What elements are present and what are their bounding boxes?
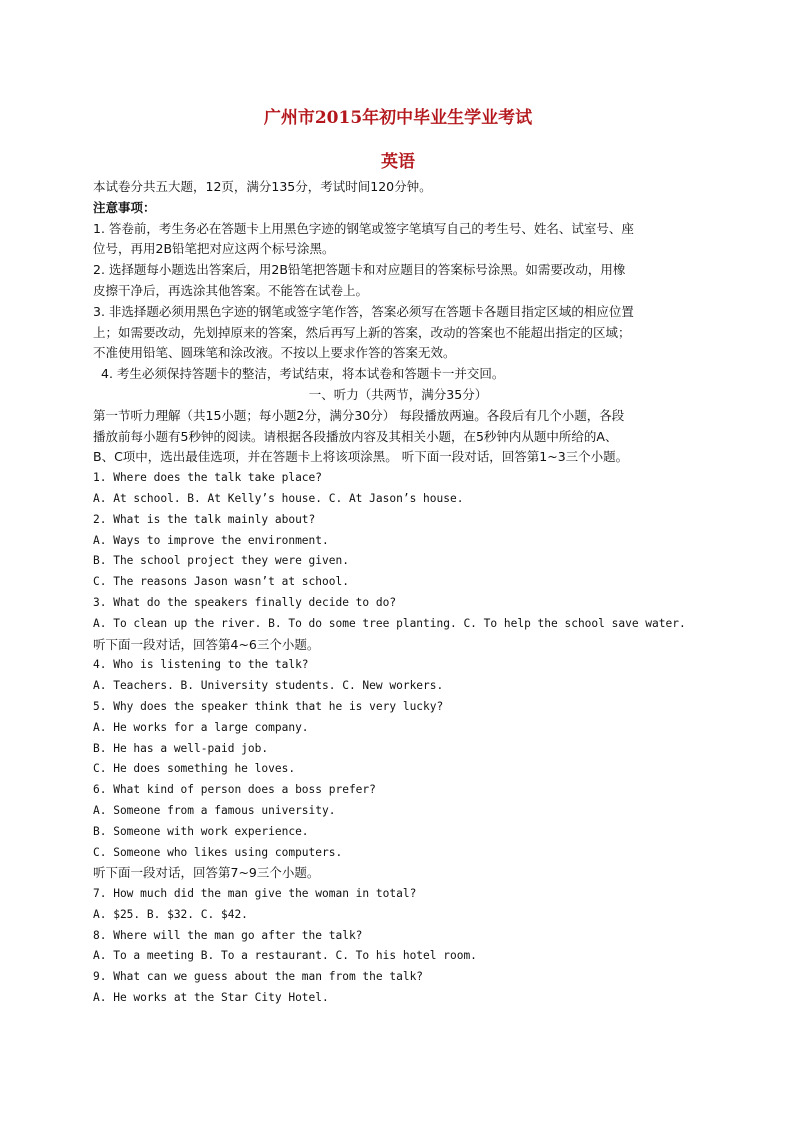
notice-block [93,219,703,385]
question-line: 4. Who is listening to the talk? [93,658,309,672]
notice-line: 上；如需要改动，先划掉原来的答案，然后再写上新的答案，改动的答案也不能超出指定的区域； [93,324,631,340]
question-line: 6. What kind of person does a boss prefer? [93,783,376,797]
question-line: 1. Where does the talk take place? [93,471,323,485]
question-line: 8. Where will the man go after the talk? [93,928,363,942]
notice-line: 4. 考生必须保持答题卡的整洁，考试结束，将本试卷和答题卡一并交回。 [101,366,505,382]
question-line: 2. What is the talk mainly about? [93,512,316,526]
instruction-line: 播放前每小题有5秒钟的阅读。请根据各段播放内容及其相关小题，在5秒钟内从题中所给的A、 [93,428,618,444]
notice-line: 位号，再用2B铅笔把对应这两个标号涂黑。 [93,241,335,257]
answer-options: A. Ways to improve the environment. [93,533,329,547]
document-page [93,104,703,1009]
answer-options: A. Teachers. B. University students. C. New workers. [93,679,444,693]
answer-options: B. He has a well-paid job. [93,741,269,755]
instruction-line: 第一节听力理解（共15小题；每小题2分，满分30分） 每段播放两遍。各段后有几个小题，各段 [93,407,625,423]
notice-line: 2. 选择题每小题选出答案后，用2B铅笔把答题卡和对应题目的答案标号涂黑。如需要改动，用橡 [93,262,626,278]
notice-line: 1. 答卷前，考生务必在答题卡上用黑色字迹的钢笔或签字笔填写自己的考生号、姓名、试室号、座 [93,220,634,236]
answer-options: A. Someone from a famous university. [93,803,336,817]
dialogue-instruction: 听下面一段对话，回答第7~9三个小题。 [93,865,320,881]
answer-options: A. $25. B. $32. C. $42. [93,907,248,921]
answer-options: C. He does something he loves. [93,762,296,776]
answer-options: C. The reasons Jason wasn’t at school. [93,575,349,589]
instruction-line: B、C项中，选出最佳选项，并在答题卡上将该项涂黑。 听下面一段对话，回答第1~3三个小题。 [93,449,629,465]
notice-line: 皮擦干净后，再选涂其他答案。不能答在试卷上。 [93,282,369,298]
exam-intro: 本试卷分共五大题，12页，满分135分，考试时间120分钟。 [93,179,432,194]
answer-options: B. The school project they were given. [93,554,349,568]
answer-options: A. He works for a large company. [93,720,309,734]
question-list [93,468,703,1009]
answer-options: C. Someone who likes using computers. [93,845,343,859]
answer-options: A. To a meeting B. To a restaurant. C. To his hotel room. [93,949,477,963]
notice-line: 不准使用铅笔、圆珠笔和涂改液。不按以上要求作答的答案无效。 [93,345,456,361]
notice-line: 3. 非选择题必须用黑色字迹的钢笔或签字笔作答，答案必须写在答题卡各题目指定区域的相应位置 [93,303,634,319]
answer-options: A. To clean up the river. B. To do some tree planting. C. To help the school save water. [93,616,686,630]
exam-subject: 英语 [381,152,415,172]
question-line: 3. What do the speakers finally decide to do? [93,595,397,609]
answer-options: A. He works at the Star City Hotel. [93,991,329,1005]
answer-options: A. At school. B. At Kelly’s house. C. At Jason’s house. [93,491,464,505]
question-line: 9. What can we guess about the man from the talk? [93,970,424,984]
question-line: 5. Why does the speaker think that he is very lucky? [93,699,444,713]
part-instructions [93,406,703,468]
question-line: 7. How much did the man give the woman in total? [93,887,417,901]
notice-heading: 注意事项： [93,199,156,215]
answer-options: B. Someone with work experience. [93,824,309,838]
dialogue-instruction: 听下面一段对话，回答第4~6三个小题。 [93,636,320,652]
exam-title: 广州市2015年初中毕业生学业考试 [263,108,533,128]
section-heading: 一、听力（共两节，满分35分） [308,386,488,402]
